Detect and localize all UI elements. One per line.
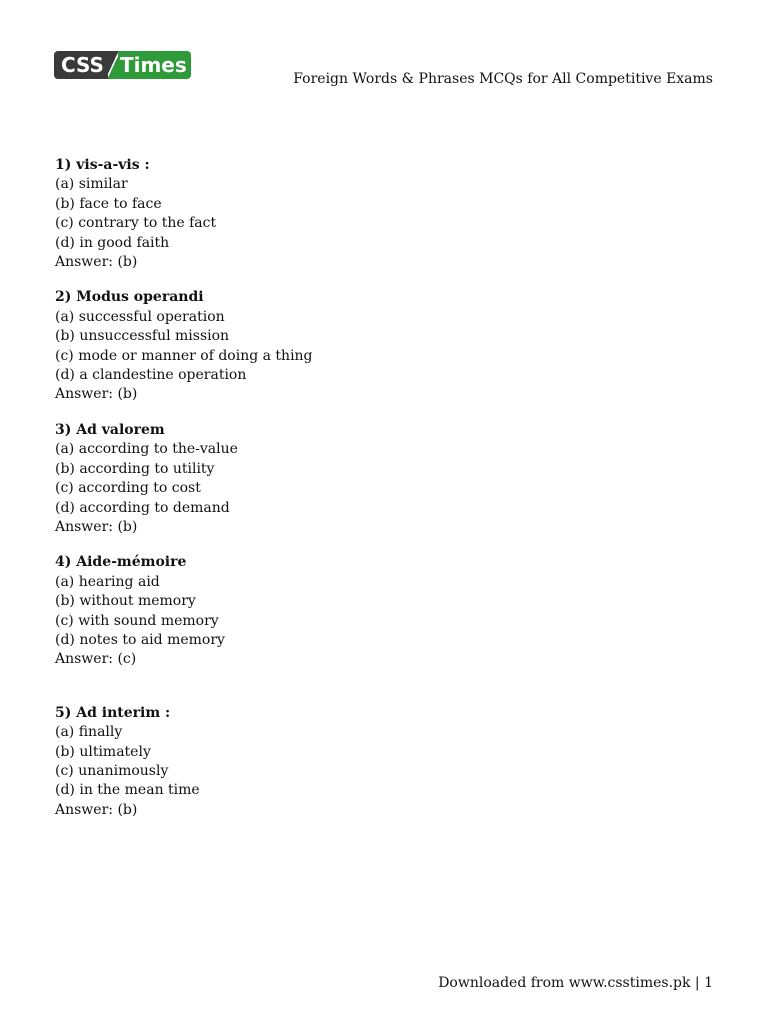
option-b: (b) without memory	[55, 593, 196, 610]
option-a: (a) similar	[55, 176, 128, 193]
option-d: (d) according to demand	[55, 499, 230, 516]
option-b: (b) ultimately	[55, 743, 151, 760]
option-a: (a) hearing aid	[55, 573, 160, 590]
option-b: (b) unsuccessful mission	[55, 328, 230, 345]
question-title: 3) Ad valorem	[55, 421, 165, 438]
option-a: (a) successful operation	[55, 308, 225, 325]
answer-line: Answer: (b)	[55, 386, 138, 403]
answer-line: Answer: (c)	[55, 651, 137, 668]
option-c: (c) contrary to the fact	[55, 215, 217, 232]
answer-line: Answer: (b)	[55, 801, 138, 818]
question-2	[55, 288, 715, 404]
option-c: (c) mode or manner of doing a thing	[55, 347, 313, 364]
question-title: 5) Ad interim :	[55, 704, 171, 721]
question-3	[55, 421, 715, 537]
option-a: (a) according to the-value	[55, 441, 238, 458]
document-header-title: Foreign Words & Phrases MCQs for All Competitive Exams	[293, 71, 713, 87]
answer-line: Answer: (b)	[55, 518, 138, 535]
question-1	[55, 156, 715, 272]
option-d: (d) in the mean time	[55, 782, 200, 799]
option-d: (d) in good faith	[55, 234, 170, 251]
logo-text-css: CSS	[54, 51, 108, 79]
option-b: (b) face to face	[55, 195, 162, 212]
option-a: (a) finally	[55, 724, 123, 741]
page-footer: Downloaded from www.csstimes.pk | 1	[438, 975, 713, 991]
option-b: (b) according to utility	[55, 460, 215, 477]
questions-list	[55, 156, 715, 836]
option-c: (c) with sound memory	[55, 612, 219, 629]
question-title: 4) Aide-mémoire	[55, 554, 187, 571]
option-d: (d) a clandestine operation	[55, 367, 247, 384]
option-c: (c) according to cost	[55, 480, 201, 497]
css-times-logo	[54, 51, 191, 79]
answer-line: Answer: (b)	[55, 254, 138, 271]
logo-text-times: Times	[118, 51, 191, 79]
question-title: 1) vis-a-vis :	[55, 157, 150, 173]
logo-slash-icon	[108, 51, 118, 79]
option-d: (d) notes to aid memory	[55, 631, 225, 648]
question-4	[55, 553, 715, 669]
question-title: 2) Modus operandi	[55, 289, 204, 306]
question-5	[55, 704, 715, 820]
option-c: (c) unanimously	[55, 762, 169, 779]
